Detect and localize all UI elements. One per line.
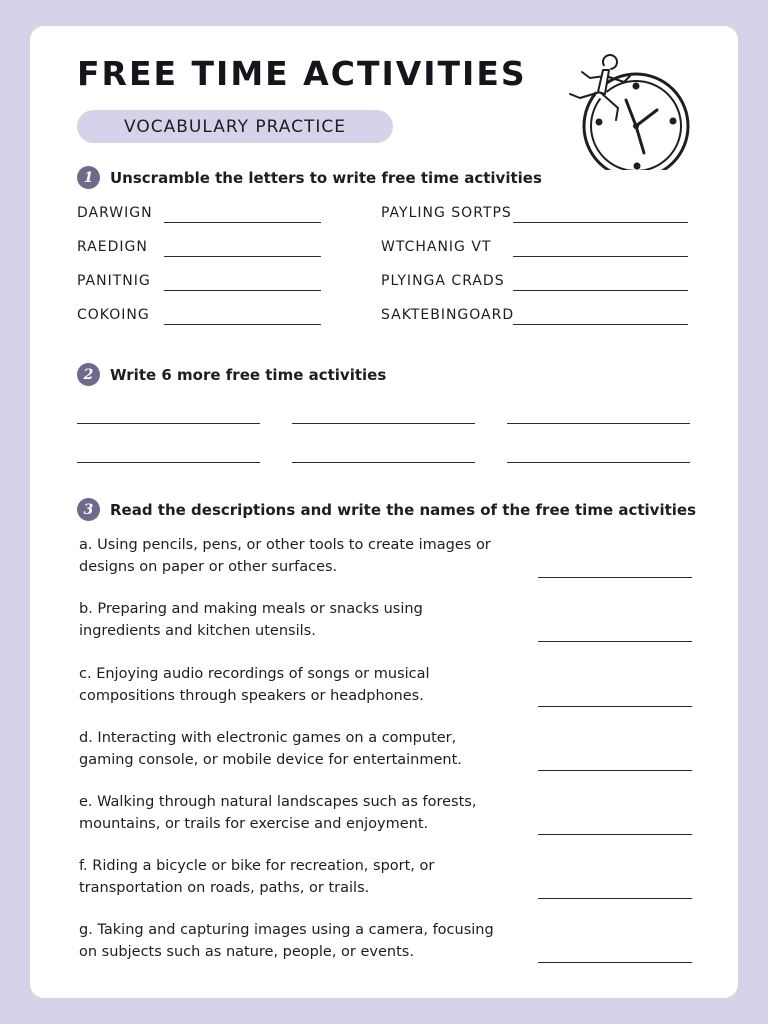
section-2-heading [77,363,386,386]
answer-line[interactable] [77,462,260,463]
answer-line[interactable] [538,898,692,899]
section-2-instruction: Write 6 more free time activities [110,365,387,384]
scrambled-word: RAEDIGN [77,239,148,255]
description-b: b. Preparing and making meals or snacks using ingredients and kitchen utensils. [79,601,423,639]
answer-line[interactable] [507,423,690,424]
answer-line[interactable] [538,706,692,707]
answer-line[interactable] [513,324,688,325]
answer-line[interactable] [538,962,692,963]
answer-line[interactable] [538,577,692,578]
description-a: a. Using pencils, pens, or other tools to create images or designs on paper or other surfaces. [79,537,491,575]
section-1-badge: 1 [77,166,100,189]
answer-line[interactable] [292,423,475,424]
scrambled-word: WTCHANIG VT [381,239,492,255]
subtitle-pill [77,110,393,143]
description-e: e. Walking through natural landscapes such as forests, mountains, or trails for exercise and enjoyment. [79,794,477,832]
description-c: c. Enjoying audio recordings of songs or musical compositions through speakers or headphones. [79,666,430,704]
answer-line[interactable] [513,256,688,257]
answer-line[interactable] [538,770,692,771]
scrambled-word: DARWIGN [77,205,153,221]
answer-line[interactable] [513,222,688,223]
runner-on-clock-icon [560,50,692,170]
answer-line[interactable] [164,222,321,223]
answer-line[interactable] [538,834,692,835]
scrambled-word: SAKTEBINGOARD [381,307,515,323]
answer-line[interactable] [513,290,688,291]
worksheet-card [30,26,738,998]
answer-line[interactable] [164,290,321,291]
answer-line[interactable] [507,462,690,463]
description-f: f. Riding a bicycle or bike for recreation, sport, or transportation on roads, paths, or trails. [79,858,435,896]
section-3-instruction: Read the descriptions and write the names of the free time activities [110,500,697,519]
answer-line[interactable] [164,324,321,325]
answer-line[interactable] [164,256,321,257]
section-1-heading [77,166,542,189]
description-d: d. Interacting with electronic games on a computer, gaming console, or mobile device for entertainment. [79,730,462,768]
scrambled-word: COKOING [77,307,150,323]
answer-line[interactable] [77,423,260,424]
scrambled-word: PLYINGA CRADS [381,273,505,289]
scrambled-word: PANITNIG [77,273,151,289]
section-3-heading [77,498,696,521]
scrambled-word: PAYLING SORTPS [381,205,512,221]
section-3-badge: 3 [77,498,100,521]
page-title: FREE TIME ACTIVITIES [77,54,527,93]
answer-line[interactable] [292,462,475,463]
answer-line[interactable] [538,641,692,642]
section-2-badge: 2 [77,363,100,386]
section-1-instruction: Unscramble the letters to write free time activities [110,168,542,187]
subtitle-text: VOCABULARY PRACTICE [124,116,346,137]
description-g: g. Taking and capturing images using a camera, focusing on subjects such as nature, people, or events. [79,922,494,960]
